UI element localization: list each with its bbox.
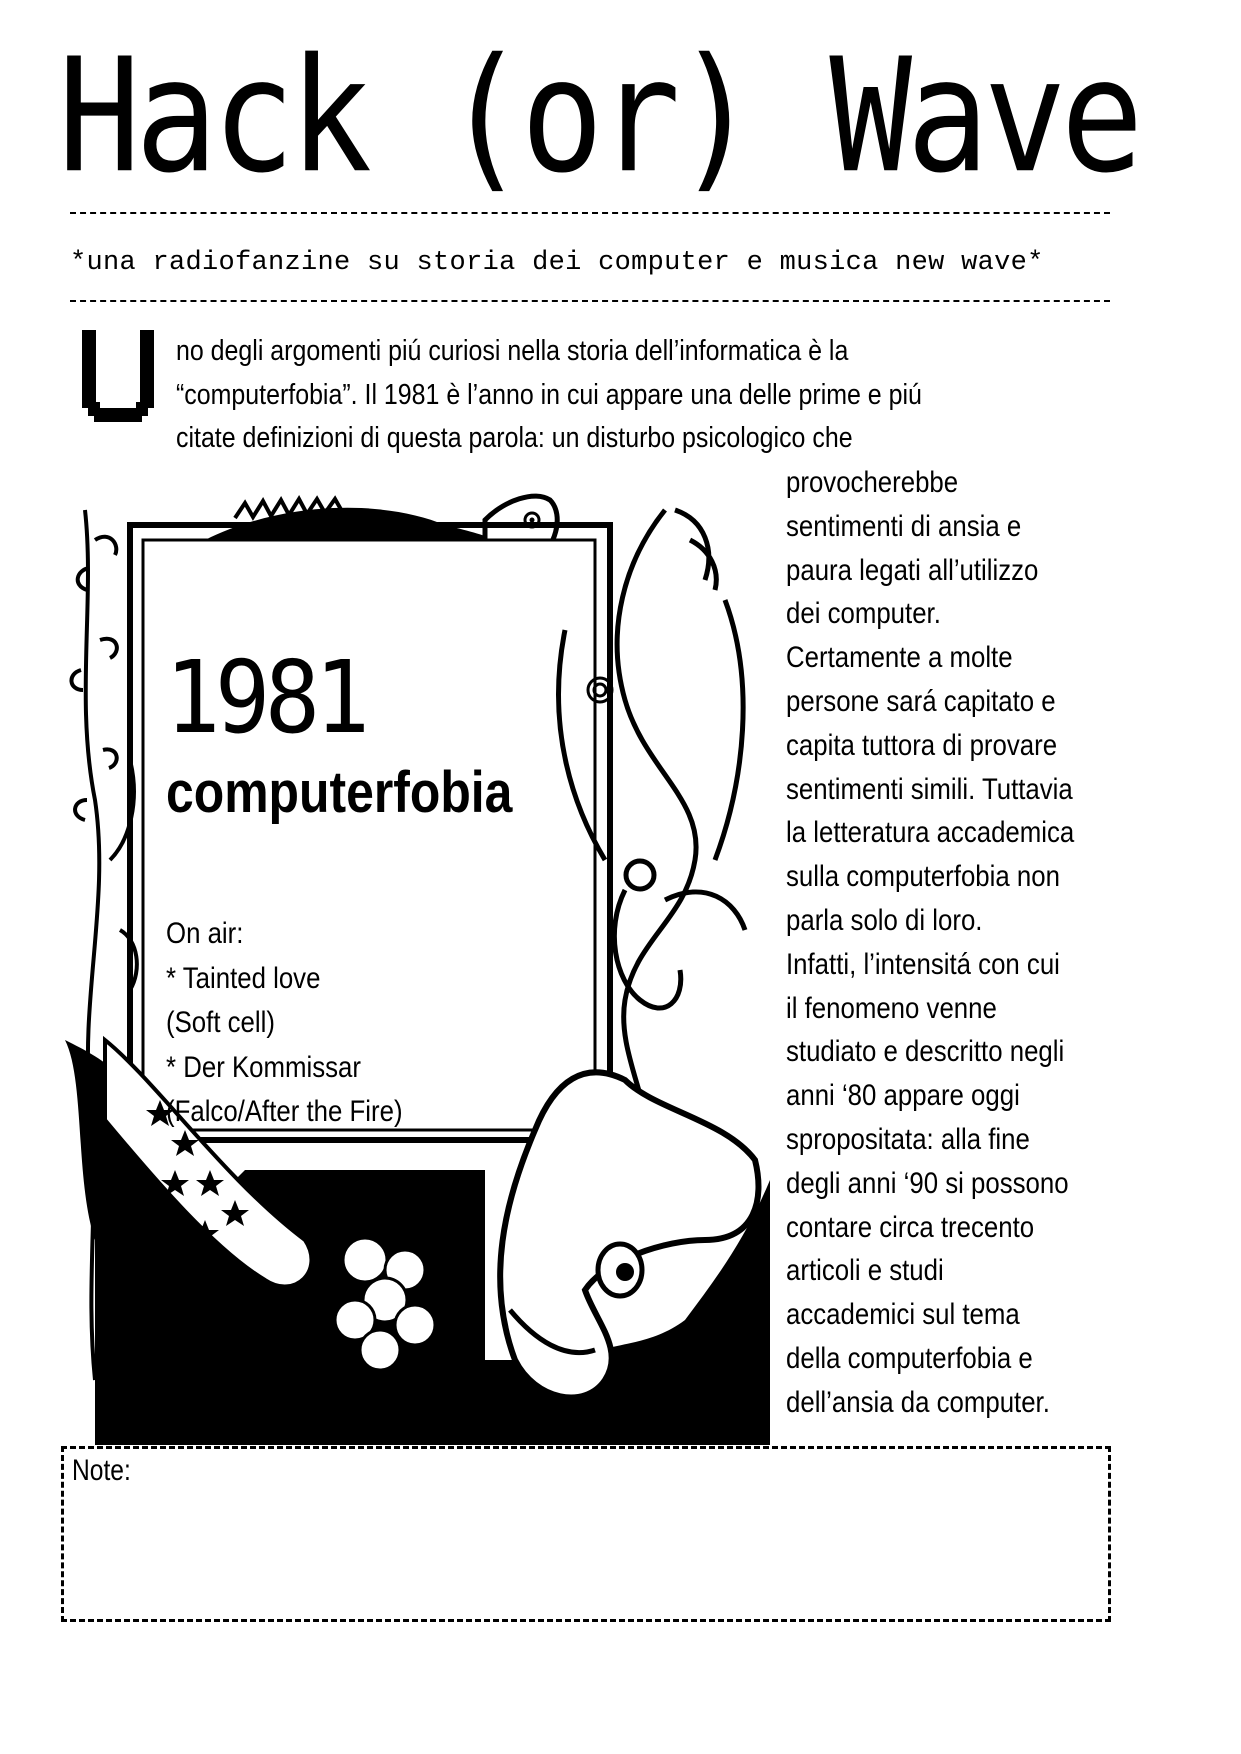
body-line: sulla computerfobia non [786,860,1060,894]
track-artist: (Soft cell) [166,1006,275,1039]
intro-line: “computerfobia”. Il 1981 è l’anno in cui appare una delle prime e piú [176,378,922,411]
body-line: studiato e descritto negli [786,1035,1065,1069]
track-title: * Der Kommissar [166,1050,361,1084]
intro-line: citate definizioni di questa parola: un disturbo psicologico che [176,422,853,454]
track-title: * Tainted love [166,961,321,995]
body-line: capita tuttora di provare [786,728,1058,762]
divider-bottom [70,300,1110,302]
body-line: provocherebbe [786,466,959,499]
page-title: Hack (or) Wave [58,25,1138,209]
body-line: anni ‘80 appare oggi [786,1079,1020,1113]
notes-box[interactable] [61,1446,1111,1622]
on-air-label: On air: [166,917,244,950]
notes-label: Note: [72,1454,131,1487]
body-line: persone sará capitato e [786,684,1056,718]
on-air-list [166,912,403,1135]
body-column-right [786,461,1113,1425]
track-artist: (Falco/After the Fire) [166,1095,403,1128]
year-heading: 1981 [165,639,365,756]
body-line: accademici sul tema [786,1298,1020,1332]
intro-line: no degli argomenti piú curiosi nella storia dell’informatica è la [176,335,849,367]
body-line: spropositata: alla fine [786,1122,1030,1156]
body-line: Infatti, l’intensitá con cui [786,947,1060,981]
body-line: contare circa trecento [786,1210,1035,1244]
body-line: parla solo di loro. [786,903,983,937]
divider-top [70,212,1110,214]
body-line: sentimenti simili. Tuttavia [786,772,1073,806]
topic-heading: computerfobia [166,760,513,825]
body-line: Certamente a molte [786,641,1013,675]
drop-cap [82,330,154,425]
subtitle: *una radiofanzine su storia dei computer e musica new wave* [70,248,1044,278]
intro-paragraph [176,330,984,461]
body-line: la letteratura accademica [786,816,1075,850]
body-line: articoli e studi [786,1254,944,1288]
body-line: sentimenti di ansia e [786,509,1022,543]
body-line: della computerfobia e [786,1341,1033,1375]
body-line: degli anni ‘90 si possono [786,1166,1069,1200]
body-line: dei computer. [786,597,941,631]
body-line: il fenomeno venne [786,991,997,1025]
body-line: dell’ansia da computer. [786,1385,1050,1419]
body-line: paura legati all’utilizzo [786,553,1039,587]
